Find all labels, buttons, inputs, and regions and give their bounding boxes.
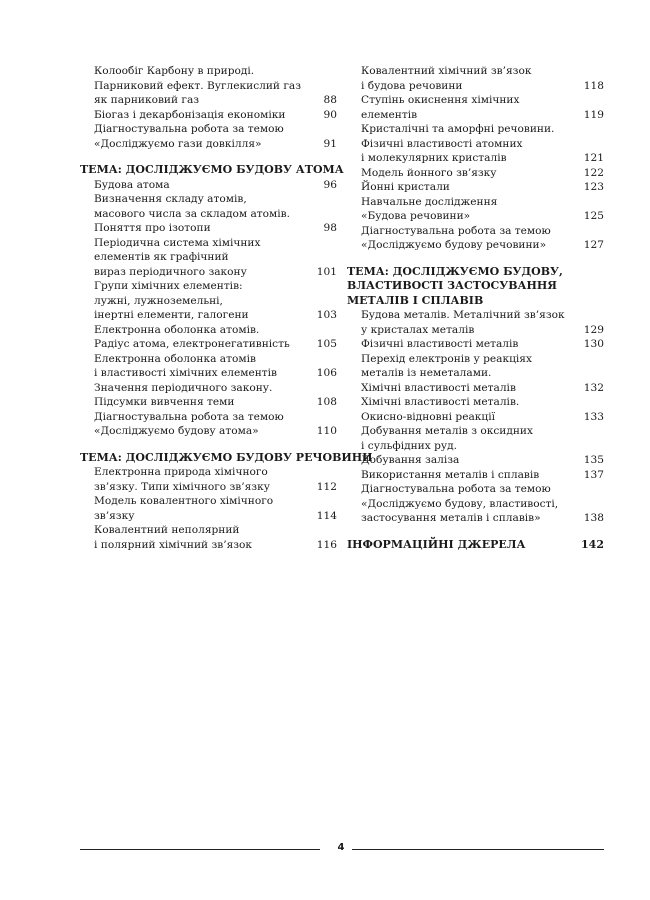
toc-page-number: 103 <box>316 309 337 321</box>
footer-rule-left <box>80 849 320 850</box>
toc-page-number: 90 <box>323 108 337 121</box>
toc-entry <box>80 323 337 338</box>
toc-entry-line: елементів <box>361 108 418 121</box>
toc-entry <box>347 64 604 93</box>
toc-entry-line: Парниковий ефект. Вуглекислий газ <box>94 79 302 92</box>
toc-entry-line: Значення періодичного закону. <box>94 381 273 394</box>
toc-entry-line: Модель ковалентного хімічного <box>94 495 274 507</box>
toc-page-number: 138 <box>583 512 604 524</box>
toc-entry-line: Біогаз і декарбонізація економіки <box>94 108 286 121</box>
toc-entry-line: Будова металів. Металічний зв’язок <box>361 309 565 321</box>
toc-entry-line: Діагностувальна робота за темою <box>361 224 551 237</box>
toc-entry-line: Навчальне дослідження <box>361 195 498 208</box>
toc-entry <box>80 410 337 439</box>
toc-entry-line: Будова атома <box>94 178 170 191</box>
toc-entry-line: Електронна природа хімічного <box>94 466 268 478</box>
toc-left-column <box>80 64 373 552</box>
toc-entry <box>80 236 337 280</box>
toc-entry-line: Визначення складу атомів, <box>94 193 247 205</box>
toc-page-number: 91 <box>323 137 337 150</box>
section-heading-line: МЕТАЛІВ І СПЛАВІВ <box>347 293 484 307</box>
toc-entry <box>347 166 604 181</box>
toc-entry-line: Йонні кристали <box>361 181 450 193</box>
toc-page-number: 112 <box>316 480 337 493</box>
toc-entry-line: металів із неметалами. <box>361 367 492 379</box>
toc-entry-line: вираз періодичного закону <box>94 265 247 278</box>
toc-page-number: 127 <box>583 239 604 251</box>
toc-page-number: 118 <box>583 79 604 92</box>
section-heading-line: ТЕМА: ДОСЛІДЖУЄМО БУДОВУ АТОМА <box>80 163 344 176</box>
toc-page-number: 125 <box>583 210 604 222</box>
toc-entry <box>80 192 337 221</box>
toc-entry-line: Модель йонного зв’язку <box>361 166 497 179</box>
toc-entry <box>80 279 337 323</box>
toc-entry-line: «Досліджуємо гази довкілля» <box>94 137 262 150</box>
toc-entry <box>347 352 604 381</box>
toc-entry-line: Фізичні властивості атомних <box>361 137 523 150</box>
toc-page-number: 101 <box>316 265 337 278</box>
toc-entry <box>347 395 604 410</box>
toc-entry <box>347 137 604 166</box>
toc-entry-line: Хімічні властивості металів. <box>361 396 520 408</box>
toc-entry-line: Підсумки вивчення теми <box>94 396 235 408</box>
toc-entry-line: Ковалентний неполярний <box>94 524 240 536</box>
toc-page-number: 135 <box>583 454 604 466</box>
toc-entry <box>80 64 337 79</box>
toc-entry-line: Групи хімічних елементів: <box>94 280 243 292</box>
toc-entry <box>80 221 337 236</box>
toc-entry <box>347 93 604 122</box>
toc-entry-line: Електронна оболонка атомів <box>94 352 256 365</box>
toc-entry <box>80 178 337 193</box>
page-number: 4 <box>337 842 345 853</box>
toc-entry <box>347 453 604 468</box>
section-gap <box>80 151 337 163</box>
toc-entry <box>80 381 337 396</box>
toc-entry <box>80 395 337 410</box>
toc-entry <box>347 381 604 396</box>
toc-page-number: 133 <box>583 410 604 423</box>
toc-entry <box>80 465 337 494</box>
toc-entry-line: «Досліджуємо будову речовини» <box>361 239 547 251</box>
toc-entry <box>80 523 337 552</box>
toc-entry-line: Поняття про ізотопи <box>94 222 211 234</box>
toc-entry-line: і сульфідних руд. <box>361 439 457 452</box>
section-heading-line: ІНФОРМАЦІЙНІ ДЖЕРЕЛА <box>347 537 526 551</box>
toc-entry-line: і будова речовини <box>361 79 463 92</box>
toc-entry <box>80 122 337 151</box>
toc-entry-line: Добування заліза <box>361 454 460 466</box>
toc-page-number: 123 <box>583 181 604 193</box>
toc-entry <box>347 482 604 526</box>
toc-entry-line: Колообіг Карбону в природі. <box>94 65 255 77</box>
section-gap <box>347 526 604 538</box>
toc-entry-line: Використання металів і сплавів <box>361 468 540 481</box>
toc-entry-line: Перехід електронів у реакціях <box>361 352 532 365</box>
footer-rule-right <box>352 849 604 850</box>
toc-entry-line: елементів як графічний <box>94 251 229 263</box>
toc-entry-line: інертні елементи, галогени <box>94 309 249 321</box>
toc-entry-line: у кристалах металів <box>361 323 475 336</box>
toc-entry-line: як парниковий газ <box>94 94 200 106</box>
toc-page-number: 129 <box>583 323 604 336</box>
toc-entry-line: «Будова речовини» <box>361 210 471 222</box>
toc-entry-line: Електронна оболонка атомів. <box>94 323 260 336</box>
section-heading <box>80 163 344 178</box>
toc-page-number: 121 <box>583 152 604 164</box>
toc-entry-line: лужні, лужноземельні, <box>94 294 223 307</box>
toc-entry-line: Кристалічні та аморфні речовини. <box>361 123 555 135</box>
toc-entry-line: Періодична система хімічних <box>94 236 261 249</box>
toc-entry-line: зв’язку <box>94 509 135 522</box>
toc-page-number: 132 <box>583 381 604 394</box>
toc-page-number: 119 <box>583 108 604 121</box>
toc-entry-line: Діагностувальна робота за темою <box>94 123 284 135</box>
toc-entry-line: «Досліджуємо будову атома» <box>94 425 259 437</box>
toc-page-number: 105 <box>316 338 337 350</box>
toc-entry-line: і полярний хімічний зв’язок <box>94 538 253 551</box>
section-heading <box>80 450 373 466</box>
toc-entry <box>347 195 604 224</box>
toc-entry-line: Ковалентний хімічний зв’язок <box>361 65 532 77</box>
toc-entry <box>347 224 604 253</box>
section-gap <box>80 439 337 451</box>
toc-entry <box>80 352 337 381</box>
toc-entry-line: Окисно-відновні реакції <box>361 410 495 423</box>
toc-page-number: 108 <box>316 396 337 408</box>
toc-entry <box>347 308 604 337</box>
toc-page-number: 106 <box>316 367 337 379</box>
toc-entry <box>347 424 604 453</box>
section-heading-line: ТЕМА: ДОСЛІДЖУЄМО БУДОВУ, <box>347 264 563 278</box>
toc-entry-line: і властивості хімічних елементів <box>94 367 278 379</box>
toc-entry <box>80 337 337 352</box>
toc-entry <box>347 410 604 425</box>
toc-page-number: 122 <box>583 166 604 179</box>
toc-entry <box>347 122 604 137</box>
section-gap <box>347 253 604 265</box>
toc-entry-line: «Досліджуємо будову, властивості, <box>361 497 559 510</box>
toc-page-number: 98 <box>323 222 337 234</box>
toc-entry-line: Добування металів з оксидних <box>361 425 533 437</box>
toc-entry-line: зв’язку. Типи хімічного зв’язку <box>94 480 270 493</box>
toc-page-number: 114 <box>316 509 337 522</box>
toc-entry-line: Радіус атома, електронегативність <box>94 338 290 350</box>
toc-page-number: 116 <box>316 538 337 551</box>
toc-right-column <box>347 64 604 552</box>
toc-page-number: 110 <box>316 425 337 437</box>
toc-entry-line: Діагностувальна робота за темою <box>361 483 551 495</box>
toc-entry-line: застосування металів і сплавів» <box>361 512 541 524</box>
toc-entry-line: Фізичні властивості металів <box>361 338 519 350</box>
section-heading-line: ВЛАСТИВОСТІ ЗАСТОСУВАННЯ <box>347 279 557 292</box>
section-heading <box>347 265 604 309</box>
section-heading-line: ТЕМА: ДОСЛІДЖУЄМО БУДОВУ РЕЧОВИНИ <box>80 450 373 464</box>
page-footer <box>80 843 604 855</box>
toc-page-number: 96 <box>323 178 337 191</box>
toc-page-number: 130 <box>583 338 604 350</box>
toc-entry-line: Ступінь окиснення хімічних <box>361 94 520 106</box>
toc-page-number: 142 <box>581 537 604 551</box>
toc-entry-line: Діагностувальна робота за темою <box>94 410 284 423</box>
toc-entry <box>80 108 337 123</box>
toc-entry <box>80 494 337 523</box>
toc-entry <box>347 180 604 195</box>
toc-entry-line: і молекулярних кристалів <box>361 152 507 164</box>
toc-entry <box>80 79 337 108</box>
toc-entry-line: Хімічні властивості металів <box>361 381 516 394</box>
toc-page-number: 88 <box>323 94 337 106</box>
toc-entry-line: масового числа за складом атомів. <box>94 207 290 220</box>
toc-entry <box>347 337 604 352</box>
toc-entry <box>347 468 604 483</box>
toc-page-number: 137 <box>583 468 604 481</box>
section-heading <box>347 538 604 553</box>
